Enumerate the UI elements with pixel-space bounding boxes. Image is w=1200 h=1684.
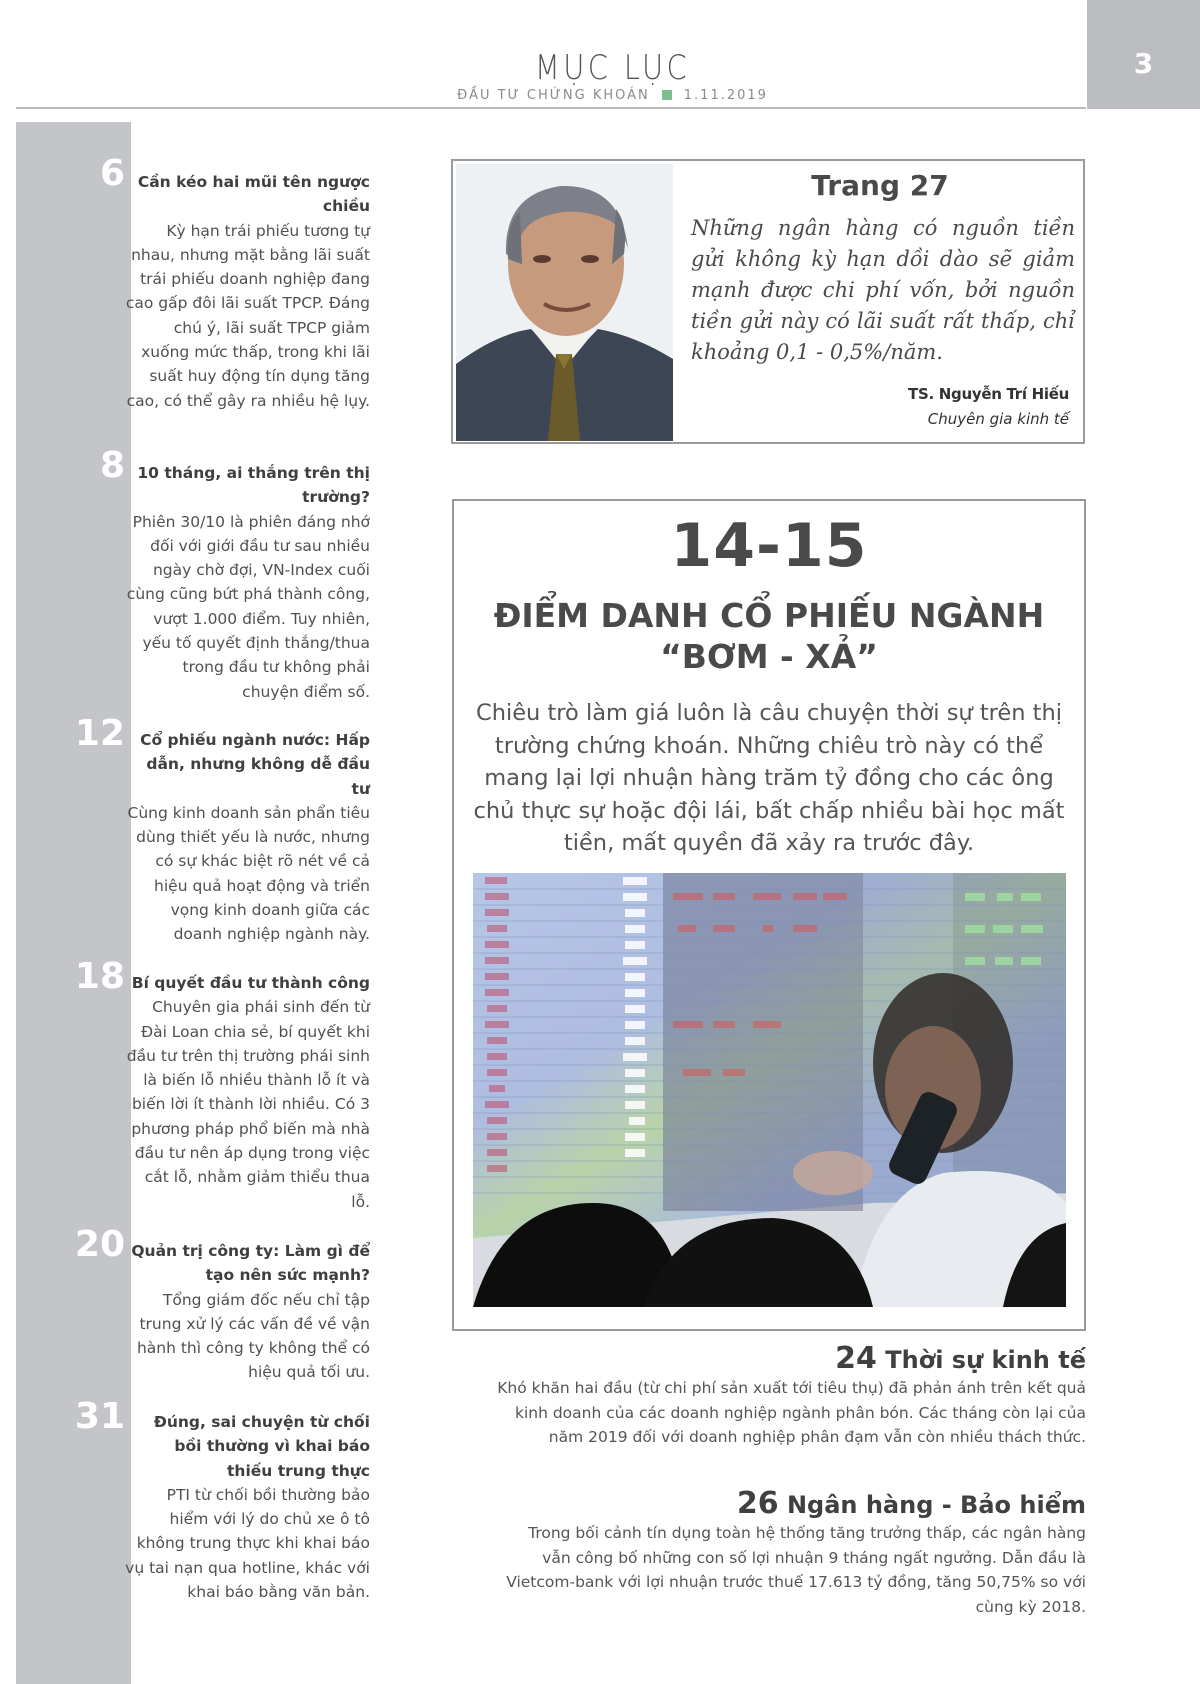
section-page-number: 26 — [736, 1486, 779, 1521]
publication-line — [0, 88, 1200, 104]
portrait-illustration — [456, 164, 673, 441]
section-heading — [496, 1343, 1086, 1376]
toc-page-number: 31 — [74, 1396, 125, 1437]
toc-item-title: Bí quyết đầu tư thành công — [131, 974, 370, 992]
feature-box[interactable] — [452, 499, 1086, 1331]
section-description: Khó khăn hai đầu (từ chi phí sản xuất tới tiêu thụ) đã phản ánh trên kết quả kinh doanh của các doanh nghiệp ngành phân bón. Các tháng còn lại của năm 2019 đối với doanh nghiệp phân đạm vẫn còn nhiều thách thức. — [497, 1379, 1086, 1446]
publication-name: ĐẦU TƯ CHỨNG KHOÁN — [457, 88, 650, 103]
toc-page-number: 20 — [74, 1224, 125, 1265]
section-page-number: 24 — [835, 1341, 877, 1376]
page-number: 3 — [1087, 0, 1200, 109]
page-title: MỤC LỤC — [534, 48, 691, 88]
toc-item[interactable] — [125, 1410, 370, 1604]
toc-item[interactable] — [125, 170, 370, 413]
toc-item-description: Tổng giám đốc nếu chỉ tập trung xử lý các vấn đề về vận hành thì công ty không thể có hiệu quả tối ưu. — [136, 1290, 370, 1382]
feature-title-line: “BƠM - XẢ” — [660, 637, 878, 676]
quote-box[interactable] — [451, 159, 1085, 444]
toc-item[interactable] — [125, 728, 370, 947]
toc-item-title: Quản trị công ty: Làm gì để tạo nên sức mạnh? — [131, 1242, 370, 1285]
toc-item-description: Cùng kinh doanh sản phẩn tiêu dùng thiết yếu là nước, nhưng có sự khác biệt rõ nét về cả hiệu quả hoạt động và triển vọng kinh doanh giữa các doanh nghiệp ngành này. — [127, 803, 370, 944]
section-title: Thời sự kinh tế — [885, 1346, 1086, 1374]
section-item[interactable] — [496, 1343, 1086, 1450]
feature-page-range: 14-15 — [670, 511, 868, 581]
square-bullet-icon — [662, 90, 672, 100]
section-item[interactable] — [496, 1488, 1086, 1619]
toc-item-description: PTI từ chối bồi thường bảo hiểm với lý do chủ xe ô tô không trung thực khi khai báo vụ tai nạn qua hotline, khác với khai báo bằng văn bản. — [125, 1485, 370, 1602]
section-title: Ngân hàng - Bảo hiểm — [786, 1491, 1086, 1519]
toc-sidebar — [16, 122, 131, 1684]
toc-page-number: 8 — [99, 445, 125, 486]
toc-item-title: 10 tháng, ai thắng trên thị trường? — [137, 464, 370, 507]
quote-author-role: Chuyên gia kinh tế — [927, 410, 1069, 428]
toc-item-title: Cổ phiếu ngành nước: Hấp dẫn, nhưng không dễ đầu tư — [140, 731, 370, 798]
quote-page-reference: Trang 27 — [811, 169, 949, 202]
toc-item[interactable] — [125, 461, 370, 704]
quote-author: TS. Nguyễn Trí Hiếu — [908, 385, 1069, 403]
issue-date: 1.11.2019 — [683, 88, 768, 103]
toc-item-description: Chuyên gia phái sinh đến từ Đài Loan chia sẻ, bí quyết khi đầu tư trên thị trường phái sinh là biến lỗ nhiều thành lỗ ít và biến lời ít thành lời nhiều. Có 3 phương pháp phổ biến mà nhà đầu tư nên áp dụng trong việc cắt lỗ, nhằm giảm thiểu thua lỗ. — [126, 998, 370, 1211]
toc-item-title: Cần kéo hai mũi tên ngược chiều — [137, 173, 370, 216]
toc-item-description: Kỳ hạn trái phiếu tương tự nhau, nhưng mặt bằng lãi suất trái phiếu doanh nghiệp đang cao gấp đôi lãi suất TPCP. Đáng chú ý, lãi suất TPCP giảm xuống mức thấp, trong khi lãi suất huy động tín dụng tăng cao, có thể gây ra nhiều hệ lụy. — [125, 221, 370, 410]
section-heading — [496, 1488, 1086, 1521]
toc-item-title: Đúng, sai chuyện từ chối bồi thường vì khai báo thiếu trung thực — [153, 1413, 370, 1480]
toc-page-number: 18 — [74, 956, 125, 997]
header-divider — [16, 107, 1086, 109]
toc-page-number: 12 — [74, 713, 125, 754]
section-description: Trong bối cảnh tín dụng toàn hệ thống tăng trưởng thấp, các ngân hàng vẫn công bố những con số lợi nhuận 9 tháng ngất ngưởng. Dẫn đầu là Vietcom-bank với lợi nhuận trước thuế 17.613 tỷ đồng, tăng 50,75% so với cùng kỳ 2018. — [506, 1524, 1086, 1616]
stock-board-photo — [473, 873, 1066, 1307]
toc-item-description: Phiên 30/10 là phiên đáng nhớ đối với giới đầu tư sau nhiều ngày chờ đợi, VN-Index cuối cùng cũng bứt phá thành công, vượt 1.000 điểm. Tuy nhiên, yếu tố quyết định thắng/thua trong đầu tư không phải chuyện điểm số. — [126, 512, 370, 701]
portrait-photo — [456, 164, 673, 441]
feature-lead: Chiêu trò làm giá luôn là câu chuyện thời sự trên thị trường chứng khoán. Những chiêu trò này có thể mang lại lợi nhuận hàng trăm tỷ đồng cho các ông chủ thực sự hoặc đội lái, bất chấp nhiều bài học mất tiền, mất quyền đã xảy ra trước đây. — [473, 700, 1065, 856]
toc-item[interactable] — [125, 1239, 370, 1385]
stock-board-illustration — [473, 873, 1066, 1307]
quote-text: Những ngân hàng có nguồn tiền gửi không kỳ hạn dồi dào sẽ giảm mạnh được chi phí vốn, bởi nguồn tiền gửi này có lãi suất rất thấp, chỉ khoảng 0,1 - 0,5%/năm. — [691, 216, 1075, 364]
toc-item[interactable] — [125, 971, 370, 1214]
feature-title-line: ĐIỂM DANH CỔ PHIẾU NGÀNH — [493, 596, 1045, 635]
toc-page-number: 6 — [99, 153, 125, 194]
feature-title — [454, 595, 1084, 677]
